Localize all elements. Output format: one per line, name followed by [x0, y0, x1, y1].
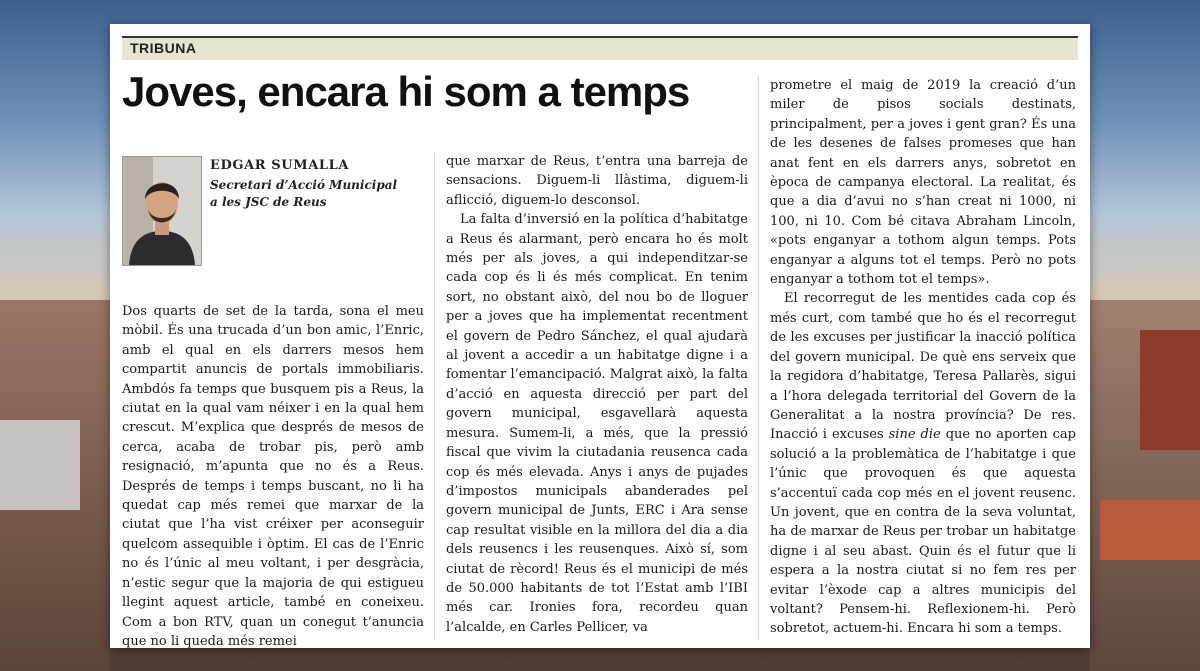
- article-column-2: [446, 152, 748, 637]
- article-column-1: [122, 302, 424, 651]
- byline: [210, 158, 430, 211]
- headline: Joves, encara hi som a temps: [122, 68, 690, 115]
- author-portrait-icon: [123, 157, 201, 265]
- section-bar: [122, 36, 1078, 60]
- column-divider: [758, 76, 759, 640]
- author-role: [210, 177, 430, 211]
- newspaper-clipping: [110, 24, 1090, 648]
- section-label: TRIBUNA: [130, 40, 197, 56]
- paragraph-2-continued: prometre el maig de 2019 la creació d’un miler de pisos socials destinats, principalment, per a joves i gent gran? És una de les desenes de falses promeses que han anat fent en els darrers anys, sobretot en època de campanya electoral. La realitat, és que a dia d’avui no s’han creat ni 1000, ni 100, ni 10. Com bé citava Abraham Lincoln, «pots enganyar a tothom algun temps. Pots enganyar a alguns tot el temps. Però no pots enganyar a tothom tot el temps».: [770, 78, 1076, 288]
- author-name: EDGAR SUMALLA: [210, 158, 350, 173]
- author-role-line1: Secretari d’Acció Municipal: [210, 178, 398, 192]
- author-photo: [122, 156, 202, 266]
- paragraph-1: Dos quarts de set de la tarda, sona el meu mòbil. És una trucada d’un bon amic, l’Enric, amb el qual en els darrers mesos hem compartit anuncis de portals immobiliaris. Ambdós fa temps que busquem pis a Reus, la ciutat en la qual vam néixer i en la qual hem crescut. M’explica que després de mesos de cerca, acaba de trobar pis, però amb resignació, m’apunta que no és a Reus. Després de temps i temps buscant, no li ha quedat cap més remei que marxar de la ciutat que l’ha vist créixer per aconseguir quelcom assequible i òptim. El cas de l’Enric no és l’únic al meu voltant, i per desgràcia, n’estic segur que la majoria de qui estigueu llegint aquest article, també en coneixeu. Com a bon RTV, quan un conegut t’anuncia que no li queda més remei: [122, 304, 424, 649]
- author-role-line2: a les JSC de Reus: [210, 195, 327, 209]
- article-column-3: [770, 76, 1076, 639]
- paragraph-3-text-a: El recorregut de les mentides cada cop és més curt, com també que ho és el recorregut de les excuses per justificar la inacció política del govern municipal. De què ens serveix que la regidora d’habitatge, Teresa Pallarès, sigui a l’hora delegada territorial del Govern de la Generalitat a la nostra província? De res. Inacció i excuses: [770, 291, 1076, 443]
- paragraph-3: [770, 289, 1076, 638]
- paragraph-1-continued: que marxar de Reus, t’entra una barreja de sensacions. Diguem-li llàstima, diguem-li aflicció, diguem-lo desconsol.: [446, 154, 748, 208]
- paragraph-3-text-b: que no aporten cap solució a la problemàtica de l’habitatge i que l’únic que provoquen és que aquesta s’accentuï cada cop més en el jovent reusenc. Un jovent, que en contra de la seva voluntat, ha de marxar de Reus per trobar un habitatge digne i al seu abast. Quin és el futur que li espera a la nostra ciutat si no fem res per evitar l’èxode cap a altres municipis del voltant? Pensem-hi. Reflexionem-hi. Però sobretot, actuem-hi. Encara hi som a temps.: [770, 427, 1076, 637]
- paragraph-2: La falta d’inversió en la política d’habitatge a Reus és alarmant, però encara ho és molt més per als joves, a qui independitzar-se cada cop és li és més complicat. En tenim sort, no obstant això, del nou bo de lloguer per a joves que ha implementat recentment el govern de Pedro Sánchez, el qual ajudarà al jovent a accedir a un habitatge digne i a fomentar l’emancipació. Malgrat això, la falta d’acció en aquesta direcció per part del govern municipal, esgavellarà aquesta mesura. Sumem-li, a més, que la pressió fiscal que vivim la ciutadania reusenca cada cop és més elevada. Anys i anys de pujades d’impostos municipals abanderades pel govern municipal de Junts, ERC i Ara sense cap resultat visible en la millora del dia a dia dels reusencs i les reusenques. Això sí, som ciutat de rècord! Reus és el municipi de més de 50.000 habitants de tot l’Estat amb l’IBI més car. Ironies fora, recordeu quan l’alcalde, en Carles Pellicer, va: [446, 212, 748, 635]
- column-divider: [434, 152, 435, 640]
- paragraph-3-emphasis: sine die: [888, 427, 941, 443]
